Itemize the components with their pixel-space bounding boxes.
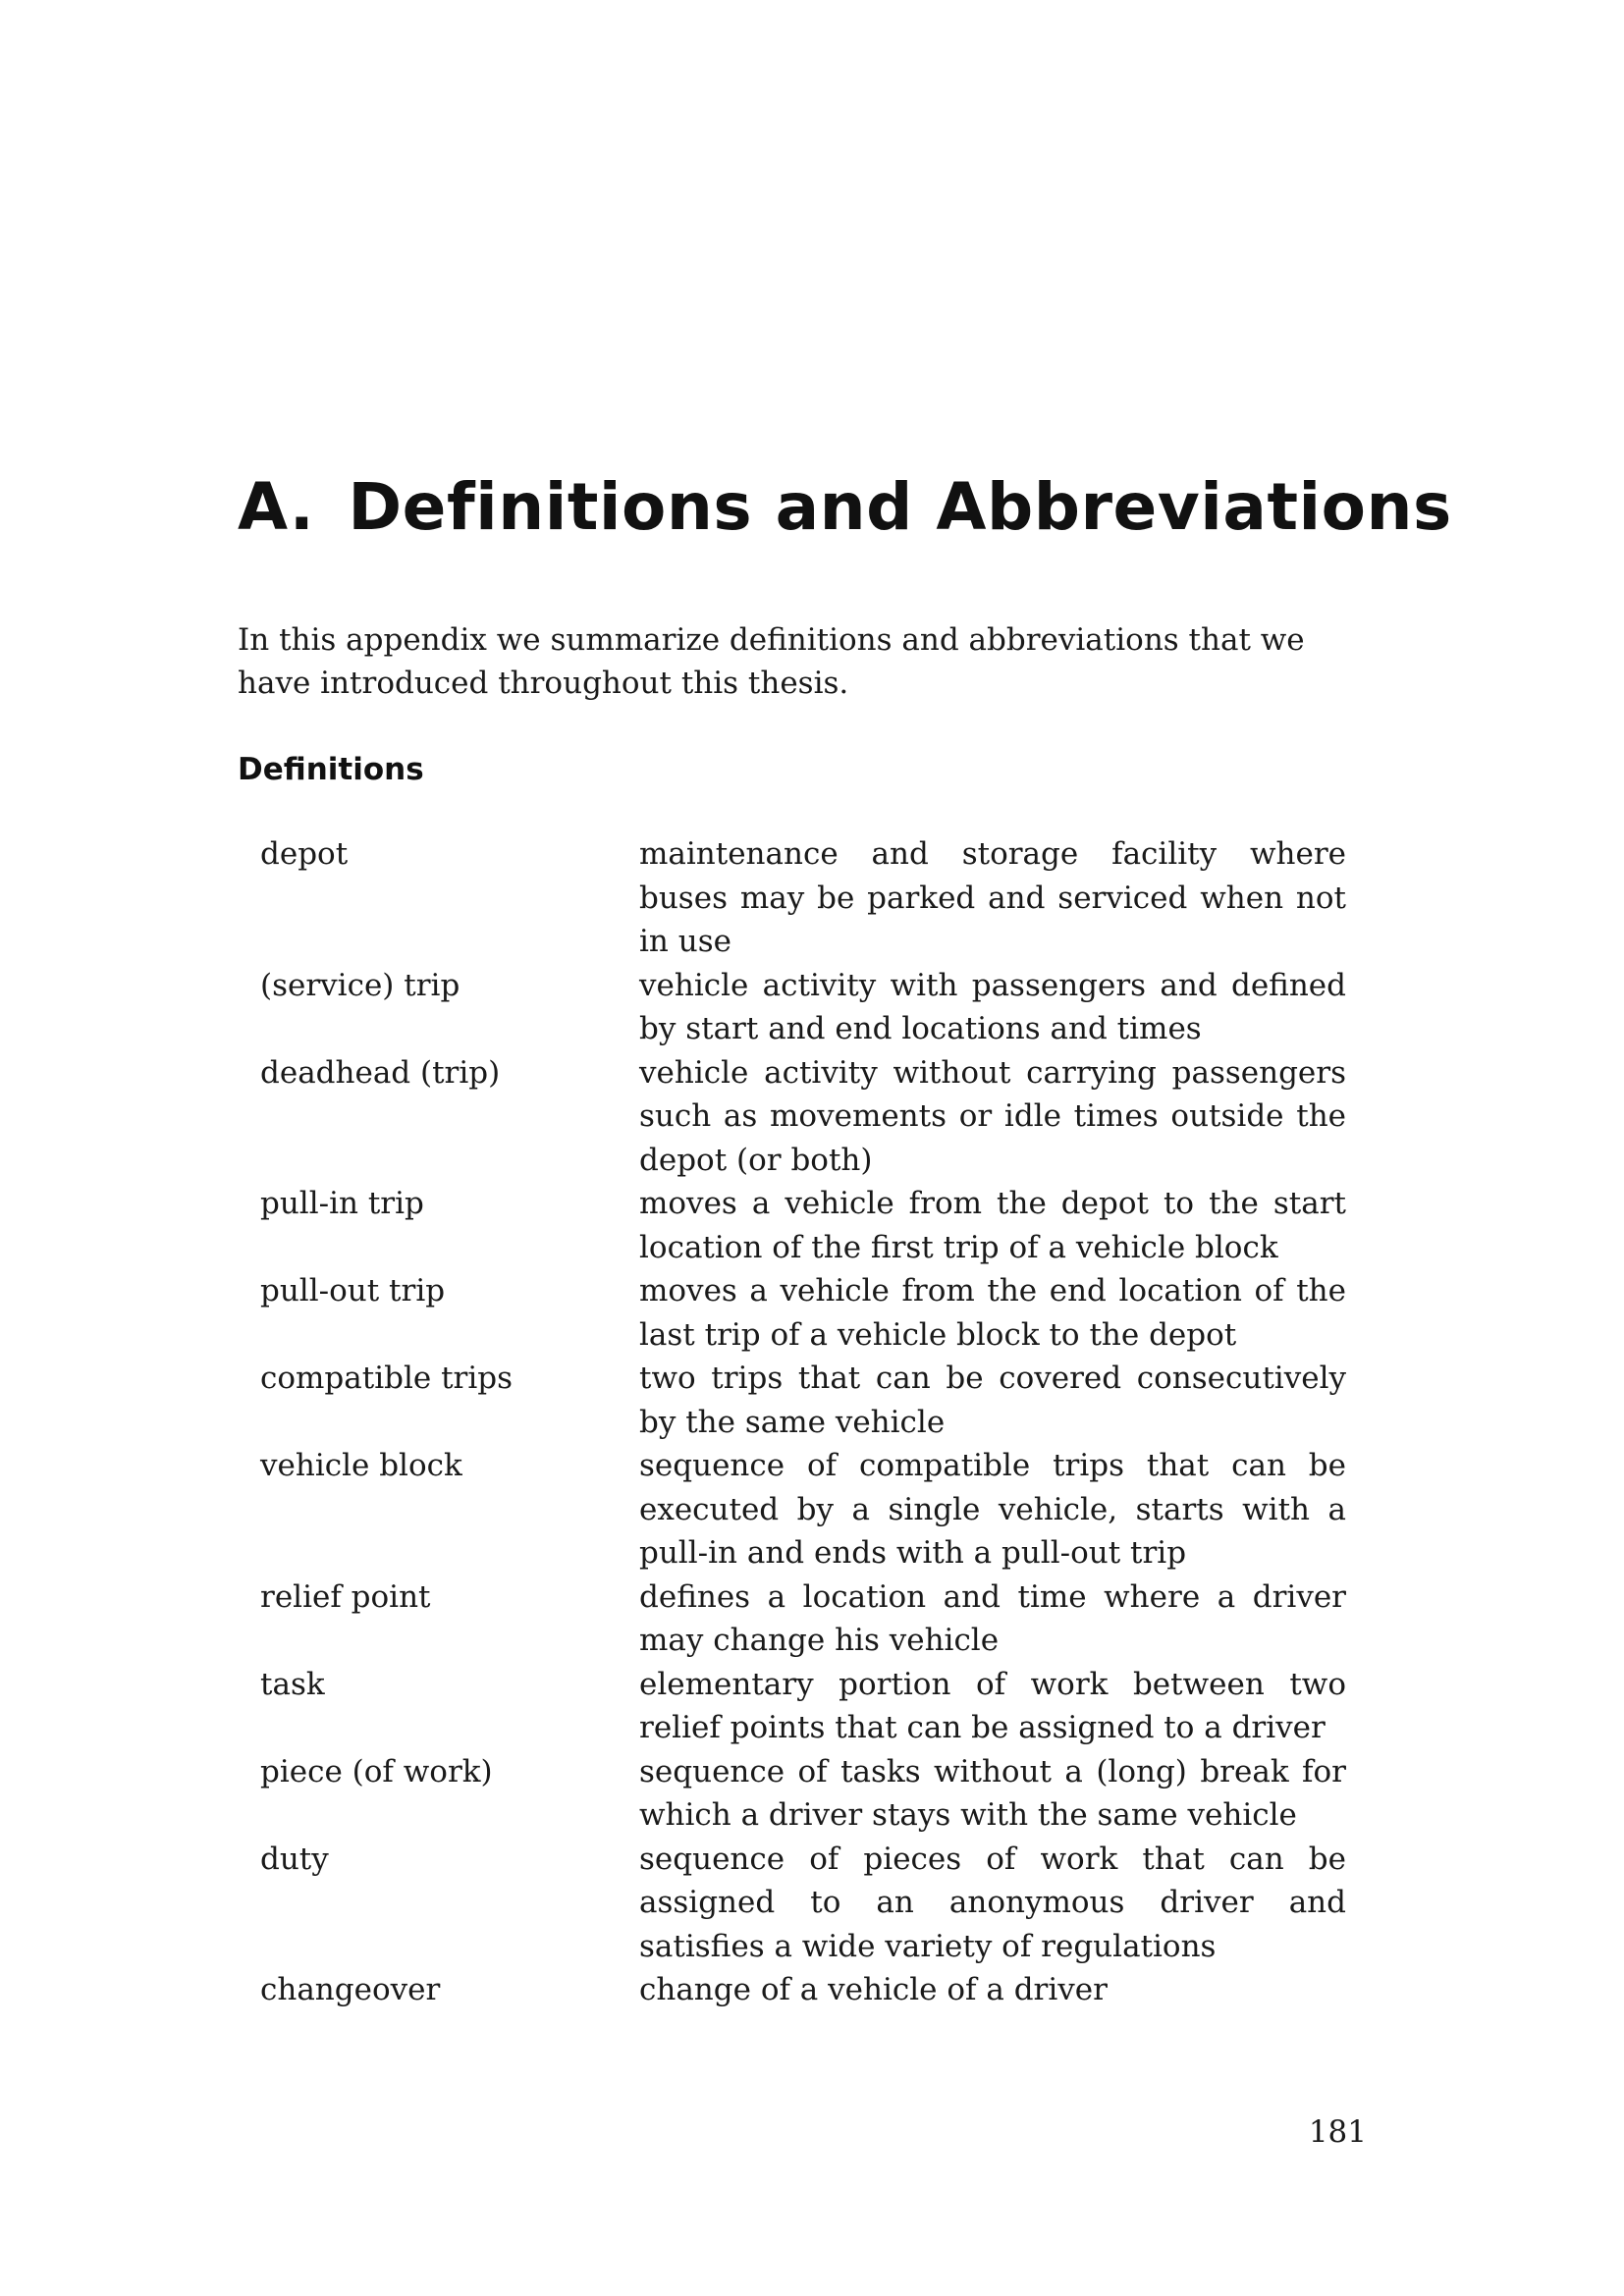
definition-text: maintenance and storage facility where buses may be parked and serviced when not in use <box>639 836 1346 959</box>
definition-item <box>260 1357 1350 1444</box>
definition-item <box>260 832 1350 964</box>
definition-item <box>260 1750 1350 1838</box>
definition-item <box>260 1051 1350 1183</box>
definition-term: changeover <box>260 1972 441 2007</box>
definition-item <box>260 1663 1350 1750</box>
definition-term: depot <box>260 836 349 872</box>
definition-term: relief point <box>260 1578 431 1615</box>
definition-text: vehicle activity with passengers and defined by start and end locations and times <box>639 967 1346 1046</box>
definition-term: duty <box>260 1841 329 1877</box>
chapter-number: A. <box>238 469 315 545</box>
definition-term: deadhead (trip) <box>260 1054 501 1091</box>
definition-text: sequence of pieces of work that can be assigned to an anonymous driver and satisfies a wide variety of regulations <box>639 1841 1346 1964</box>
definition-item <box>260 1575 1350 1663</box>
page-title <box>238 463 1452 552</box>
definition-term: pull-out trip <box>260 1273 446 1308</box>
definition-text: sequence of tasks without a (long) break for which a driver stays with the same vehicle <box>639 1753 1346 1833</box>
definitions-heading: Definitions <box>238 752 424 787</box>
definition-text: elementary portion of work between two relief points that can be assigned to a driver <box>639 1666 1346 1745</box>
definition-term: (service) trip <box>260 967 460 1003</box>
definition-text: two trips that can be covered consecutively by the same vehicle <box>639 1361 1346 1440</box>
definition-item <box>260 1838 1350 1969</box>
chapter-title: Definitions and Abbreviations <box>348 469 1452 545</box>
definition-item <box>260 1444 1350 1575</box>
definition-term: task <box>260 1666 325 1702</box>
definitions-list <box>260 832 1350 2012</box>
definition-term: vehicle block <box>260 1448 462 1483</box>
definition-term: compatible trips <box>260 1361 514 1396</box>
definition-item <box>260 1182 1350 1269</box>
definition-text: moves a vehicle from the depot to the start location of the first trip of a vehicle block <box>639 1186 1346 1265</box>
definition-term: piece (of work) <box>260 1753 493 1789</box>
definition-item <box>260 1968 1350 2012</box>
definition-text: vehicle activity without carrying passengers such as movements or idle times outside the depot (or both) <box>639 1054 1346 1178</box>
definition-item <box>260 1269 1350 1357</box>
definition-text: moves a vehicle from the end location of the last trip of a vehicle block to the depot <box>639 1273 1346 1353</box>
definition-item <box>260 964 1350 1051</box>
intro-paragraph: In this appendix we summarize definitions and abbreviations that we have introduced throughout this thesis. <box>238 622 1305 701</box>
definition-term: pull-in trip <box>260 1186 424 1221</box>
page-number: 181 <box>1308 2114 1367 2150</box>
definition-text: change of a vehicle of a driver <box>639 1972 1108 2007</box>
definition-text: defines a location and time where a driver may change his vehicle <box>639 1578 1346 1658</box>
definition-text: sequence of compatible trips that can be executed by a single vehicle, starts with a pull-in and ends with a pull-out trip <box>639 1448 1346 1571</box>
